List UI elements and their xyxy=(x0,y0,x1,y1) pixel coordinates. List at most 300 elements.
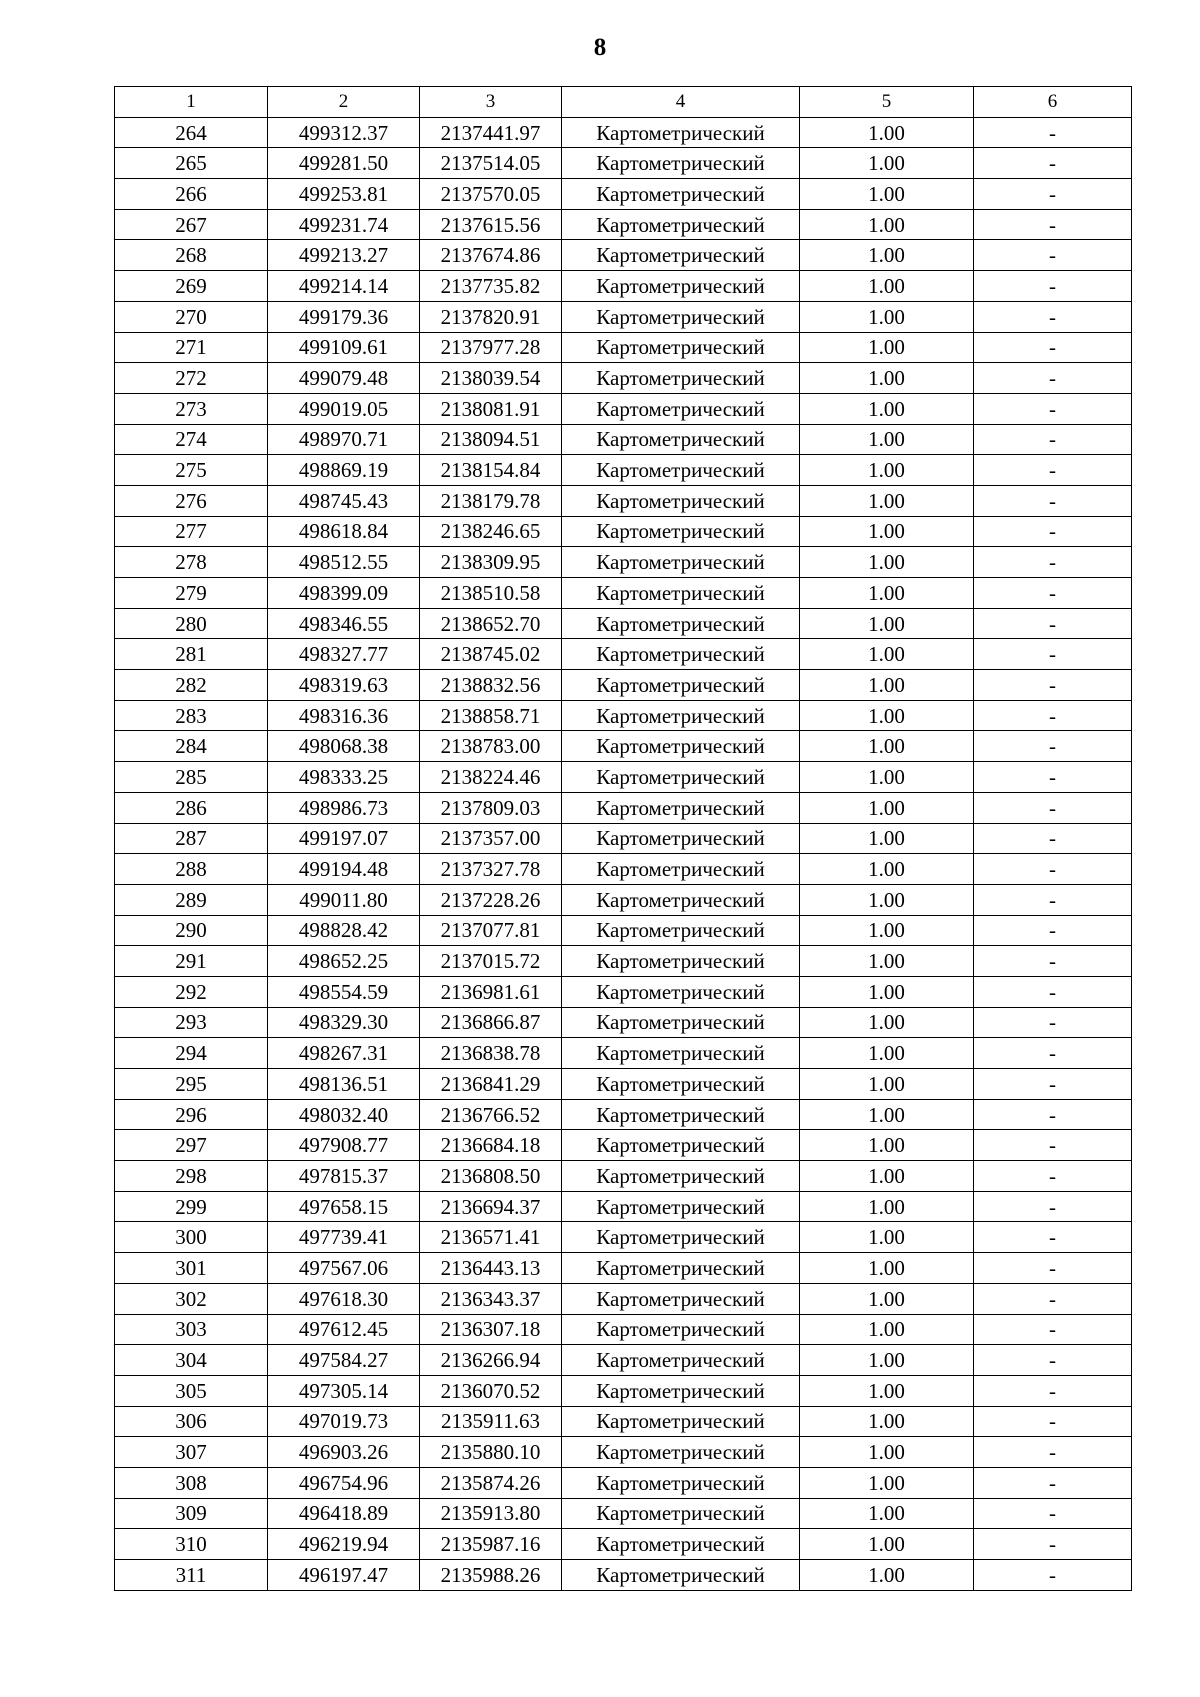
x-coordinate-cell: 496418.89 xyxy=(268,1498,420,1529)
method-cell: Картометрический xyxy=(562,424,800,455)
point-number-cell: 307 xyxy=(115,1437,268,1468)
table-row xyxy=(115,1560,1132,1591)
x-coordinate-cell: 499253.81 xyxy=(268,179,420,210)
accuracy-cell: 1.00 xyxy=(800,1099,974,1130)
y-coordinate-cell: 2135913.80 xyxy=(420,1498,562,1529)
accuracy-cell: 1.00 xyxy=(800,700,974,731)
accuracy-cell: 1.00 xyxy=(800,1253,974,1284)
description-cell: - xyxy=(974,1222,1132,1253)
accuracy-cell: 1.00 xyxy=(800,332,974,363)
y-coordinate-cell: 2137674.86 xyxy=(420,240,562,271)
y-coordinate-cell: 2136841.29 xyxy=(420,1069,562,1100)
description-cell: - xyxy=(974,1406,1132,1437)
point-number-cell: 310 xyxy=(115,1529,268,1560)
y-coordinate-cell: 2136981.61 xyxy=(420,976,562,1007)
table-row xyxy=(115,1283,1132,1314)
description-cell: - xyxy=(974,1529,1132,1560)
point-number-cell: 296 xyxy=(115,1099,268,1130)
description-cell: - xyxy=(974,731,1132,762)
description-cell: - xyxy=(974,117,1132,148)
y-coordinate-cell: 2137327.78 xyxy=(420,854,562,885)
x-coordinate-cell: 498346.55 xyxy=(268,608,420,639)
method-cell: Картометрический xyxy=(562,485,800,516)
y-coordinate-cell: 2137514.05 xyxy=(420,148,562,179)
table-row xyxy=(115,455,1132,486)
y-coordinate-cell: 2135874.26 xyxy=(420,1467,562,1498)
column-header: 2 xyxy=(268,87,420,118)
x-coordinate-cell: 498319.63 xyxy=(268,670,420,701)
x-coordinate-cell: 498333.25 xyxy=(268,762,420,793)
method-cell: Картометрический xyxy=(562,915,800,946)
point-number-cell: 267 xyxy=(115,209,268,240)
method-cell: Картометрический xyxy=(562,1130,800,1161)
table-row xyxy=(115,363,1132,394)
y-coordinate-cell: 2137570.05 xyxy=(420,179,562,210)
y-coordinate-cell: 2138858.71 xyxy=(420,700,562,731)
x-coordinate-cell: 499281.50 xyxy=(268,148,420,179)
description-cell: - xyxy=(974,976,1132,1007)
method-cell: Картометрический xyxy=(562,854,800,885)
description-cell: - xyxy=(974,1283,1132,1314)
table-row xyxy=(115,762,1132,793)
description-cell: - xyxy=(974,424,1132,455)
point-number-cell: 281 xyxy=(115,639,268,670)
x-coordinate-cell: 496754.96 xyxy=(268,1467,420,1498)
method-cell: Картометрический xyxy=(562,1038,800,1069)
point-number-cell: 266 xyxy=(115,179,268,210)
column-header: 6 xyxy=(974,87,1132,118)
accuracy-cell: 1.00 xyxy=(800,1467,974,1498)
point-number-cell: 276 xyxy=(115,485,268,516)
description-cell: - xyxy=(974,915,1132,946)
method-cell: Картометрический xyxy=(562,1406,800,1437)
y-coordinate-cell: 2136343.37 xyxy=(420,1283,562,1314)
y-coordinate-cell: 2137977.28 xyxy=(420,332,562,363)
y-coordinate-cell: 2136684.18 xyxy=(420,1130,562,1161)
method-cell: Картометрический xyxy=(562,1375,800,1406)
method-cell: Картометрический xyxy=(562,117,800,148)
y-coordinate-cell: 2136866.87 xyxy=(420,1007,562,1038)
method-cell: Картометрический xyxy=(562,1345,800,1376)
point-number-cell: 284 xyxy=(115,731,268,762)
y-coordinate-cell: 2136766.52 xyxy=(420,1099,562,1130)
point-number-cell: 290 xyxy=(115,915,268,946)
accuracy-cell: 1.00 xyxy=(800,1437,974,1468)
method-cell: Картометрический xyxy=(562,332,800,363)
table-row xyxy=(115,1437,1132,1468)
description-cell: - xyxy=(974,700,1132,731)
point-number-cell: 298 xyxy=(115,1161,268,1192)
y-coordinate-cell: 2136266.94 xyxy=(420,1345,562,1376)
y-coordinate-cell: 2137228.26 xyxy=(420,884,562,915)
accuracy-cell: 1.00 xyxy=(800,1161,974,1192)
y-coordinate-cell: 2137809.03 xyxy=(420,792,562,823)
x-coordinate-cell: 496219.94 xyxy=(268,1529,420,1560)
accuracy-cell: 1.00 xyxy=(800,1222,974,1253)
table-row xyxy=(115,301,1132,332)
point-number-cell: 278 xyxy=(115,547,268,578)
y-coordinate-cell: 2138224.46 xyxy=(420,762,562,793)
table-row xyxy=(115,578,1132,609)
point-number-cell: 288 xyxy=(115,854,268,885)
table-row xyxy=(115,1498,1132,1529)
accuracy-cell: 1.00 xyxy=(800,485,974,516)
method-cell: Картометрический xyxy=(562,792,800,823)
table-row xyxy=(115,1529,1132,1560)
point-number-cell: 300 xyxy=(115,1222,268,1253)
method-cell: Картометрический xyxy=(562,608,800,639)
y-coordinate-cell: 2136694.37 xyxy=(420,1191,562,1222)
description-cell: - xyxy=(974,854,1132,885)
accuracy-cell: 1.00 xyxy=(800,424,974,455)
point-number-cell: 285 xyxy=(115,762,268,793)
table-row xyxy=(115,639,1132,670)
x-coordinate-cell: 497908.77 xyxy=(268,1130,420,1161)
x-coordinate-cell: 497618.30 xyxy=(268,1283,420,1314)
accuracy-cell: 1.00 xyxy=(800,915,974,946)
table-row xyxy=(115,209,1132,240)
accuracy-cell: 1.00 xyxy=(800,670,974,701)
table-row xyxy=(115,393,1132,424)
table-row xyxy=(115,1253,1132,1284)
accuracy-cell: 1.00 xyxy=(800,1345,974,1376)
method-cell: Картометрический xyxy=(562,179,800,210)
table-row xyxy=(115,1007,1132,1038)
table-row xyxy=(115,854,1132,885)
table-row xyxy=(115,148,1132,179)
point-number-cell: 273 xyxy=(115,393,268,424)
x-coordinate-cell: 497815.37 xyxy=(268,1161,420,1192)
y-coordinate-cell: 2138081.91 xyxy=(420,393,562,424)
point-number-cell: 295 xyxy=(115,1069,268,1100)
description-cell: - xyxy=(974,148,1132,179)
table-row xyxy=(115,1191,1132,1222)
method-cell: Картометрический xyxy=(562,762,800,793)
point-number-cell: 294 xyxy=(115,1038,268,1069)
method-cell: Картометрический xyxy=(562,393,800,424)
x-coordinate-cell: 498512.55 xyxy=(268,547,420,578)
point-number-cell: 292 xyxy=(115,976,268,1007)
table-row xyxy=(115,1467,1132,1498)
table-row xyxy=(115,271,1132,302)
description-cell: - xyxy=(974,1253,1132,1284)
method-cell: Картометрический xyxy=(562,946,800,977)
method-cell: Картометрический xyxy=(562,639,800,670)
x-coordinate-cell: 497305.14 xyxy=(268,1375,420,1406)
point-number-cell: 283 xyxy=(115,700,268,731)
method-cell: Картометрический xyxy=(562,148,800,179)
y-coordinate-cell: 2138652.70 xyxy=(420,608,562,639)
description-cell: - xyxy=(974,1007,1132,1038)
point-number-cell: 304 xyxy=(115,1345,268,1376)
x-coordinate-cell: 496903.26 xyxy=(268,1437,420,1468)
accuracy-cell: 1.00 xyxy=(800,854,974,885)
table-row xyxy=(115,670,1132,701)
y-coordinate-cell: 2137820.91 xyxy=(420,301,562,332)
y-coordinate-cell: 2138039.54 xyxy=(420,363,562,394)
description-cell: - xyxy=(974,1038,1132,1069)
description-cell: - xyxy=(974,823,1132,854)
y-coordinate-cell: 2137735.82 xyxy=(420,271,562,302)
y-coordinate-cell: 2138094.51 xyxy=(420,424,562,455)
accuracy-cell: 1.00 xyxy=(800,1406,974,1437)
x-coordinate-cell: 499194.48 xyxy=(268,854,420,885)
accuracy-cell: 1.00 xyxy=(800,731,974,762)
x-coordinate-cell: 497739.41 xyxy=(268,1222,420,1253)
accuracy-cell: 1.00 xyxy=(800,209,974,240)
method-cell: Картометрический xyxy=(562,884,800,915)
description-cell: - xyxy=(974,1099,1132,1130)
column-header: 5 xyxy=(800,87,974,118)
table-row xyxy=(115,608,1132,639)
description-cell: - xyxy=(974,271,1132,302)
y-coordinate-cell: 2138154.84 xyxy=(420,455,562,486)
table-body xyxy=(115,117,1132,1590)
column-header: 4 xyxy=(562,87,800,118)
point-number-cell: 306 xyxy=(115,1406,268,1437)
accuracy-cell: 1.00 xyxy=(800,455,974,486)
point-number-cell: 303 xyxy=(115,1314,268,1345)
description-cell: - xyxy=(974,1375,1132,1406)
coordinates-table xyxy=(114,86,1132,1591)
accuracy-cell: 1.00 xyxy=(800,1375,974,1406)
accuracy-cell: 1.00 xyxy=(800,1191,974,1222)
accuracy-cell: 1.00 xyxy=(800,1314,974,1345)
table-row xyxy=(115,1375,1132,1406)
description-cell: - xyxy=(974,485,1132,516)
x-coordinate-cell: 499213.27 xyxy=(268,240,420,271)
x-coordinate-cell: 498970.71 xyxy=(268,424,420,455)
x-coordinate-cell: 499197.07 xyxy=(268,823,420,854)
method-cell: Картометрический xyxy=(562,516,800,547)
method-cell: Картометрический xyxy=(562,1314,800,1345)
x-coordinate-cell: 497612.45 xyxy=(268,1314,420,1345)
accuracy-cell: 1.00 xyxy=(800,393,974,424)
method-cell: Картометрический xyxy=(562,1283,800,1314)
description-cell: - xyxy=(974,1191,1132,1222)
description-cell: - xyxy=(974,240,1132,271)
method-cell: Картометрический xyxy=(562,1069,800,1100)
table-header-row xyxy=(115,87,1132,118)
table-row xyxy=(115,240,1132,271)
accuracy-cell: 1.00 xyxy=(800,240,974,271)
x-coordinate-cell: 499079.48 xyxy=(268,363,420,394)
y-coordinate-cell: 2136838.78 xyxy=(420,1038,562,1069)
point-number-cell: 308 xyxy=(115,1467,268,1498)
x-coordinate-cell: 497584.27 xyxy=(268,1345,420,1376)
description-cell: - xyxy=(974,1130,1132,1161)
table-row xyxy=(115,976,1132,1007)
table-row xyxy=(115,946,1132,977)
y-coordinate-cell: 2138246.65 xyxy=(420,516,562,547)
description-cell: - xyxy=(974,1314,1132,1345)
accuracy-cell: 1.00 xyxy=(800,762,974,793)
x-coordinate-cell: 499312.37 xyxy=(268,117,420,148)
point-number-cell: 269 xyxy=(115,271,268,302)
x-coordinate-cell: 498869.19 xyxy=(268,455,420,486)
description-cell: - xyxy=(974,884,1132,915)
table-row xyxy=(115,1161,1132,1192)
x-coordinate-cell: 498267.31 xyxy=(268,1038,420,1069)
x-coordinate-cell: 497567.06 xyxy=(268,1253,420,1284)
table-row xyxy=(115,179,1132,210)
description-cell: - xyxy=(974,332,1132,363)
description-cell: - xyxy=(974,363,1132,394)
method-cell: Картометрический xyxy=(562,976,800,1007)
x-coordinate-cell: 499109.61 xyxy=(268,332,420,363)
method-cell: Картометрический xyxy=(562,271,800,302)
y-coordinate-cell: 2137615.56 xyxy=(420,209,562,240)
x-coordinate-cell: 499214.14 xyxy=(268,271,420,302)
accuracy-cell: 1.00 xyxy=(800,516,974,547)
y-coordinate-cell: 2135987.16 xyxy=(420,1529,562,1560)
accuracy-cell: 1.00 xyxy=(800,1560,974,1591)
x-coordinate-cell: 498316.36 xyxy=(268,700,420,731)
description-cell: - xyxy=(974,639,1132,670)
y-coordinate-cell: 2138179.78 xyxy=(420,485,562,516)
method-cell: Картометрический xyxy=(562,1467,800,1498)
point-number-cell: 286 xyxy=(115,792,268,823)
point-number-cell: 270 xyxy=(115,301,268,332)
method-cell: Картометрический xyxy=(562,1560,800,1591)
method-cell: Картометрический xyxy=(562,1437,800,1468)
method-cell: Картометрический xyxy=(562,1099,800,1130)
description-cell: - xyxy=(974,516,1132,547)
accuracy-cell: 1.00 xyxy=(800,1007,974,1038)
x-coordinate-cell: 498986.73 xyxy=(268,792,420,823)
x-coordinate-cell: 499011.80 xyxy=(268,884,420,915)
description-cell: - xyxy=(974,301,1132,332)
y-coordinate-cell: 2138309.95 xyxy=(420,547,562,578)
table-row xyxy=(115,1038,1132,1069)
description-cell: - xyxy=(974,578,1132,609)
method-cell: Картометрический xyxy=(562,455,800,486)
description-cell: - xyxy=(974,1498,1132,1529)
point-number-cell: 299 xyxy=(115,1191,268,1222)
accuracy-cell: 1.00 xyxy=(800,608,974,639)
y-coordinate-cell: 2137077.81 xyxy=(420,915,562,946)
y-coordinate-cell: 2138745.02 xyxy=(420,639,562,670)
x-coordinate-cell: 498327.77 xyxy=(268,639,420,670)
method-cell: Картометрический xyxy=(562,823,800,854)
table-row xyxy=(115,485,1132,516)
column-header: 1 xyxy=(115,87,268,118)
x-coordinate-cell: 498399.09 xyxy=(268,578,420,609)
table-row xyxy=(115,516,1132,547)
table-row xyxy=(115,1345,1132,1376)
method-cell: Картометрический xyxy=(562,1161,800,1192)
x-coordinate-cell: 499231.74 xyxy=(268,209,420,240)
method-cell: Картометрический xyxy=(562,1529,800,1560)
x-coordinate-cell: 498745.43 xyxy=(268,485,420,516)
y-coordinate-cell: 2136070.52 xyxy=(420,1375,562,1406)
x-coordinate-cell: 498032.40 xyxy=(268,1099,420,1130)
table-row xyxy=(115,1222,1132,1253)
method-cell: Картометрический xyxy=(562,700,800,731)
accuracy-cell: 1.00 xyxy=(800,301,974,332)
y-coordinate-cell: 2138832.56 xyxy=(420,670,562,701)
y-coordinate-cell: 2136808.50 xyxy=(420,1161,562,1192)
description-cell: - xyxy=(974,762,1132,793)
description-cell: - xyxy=(974,209,1132,240)
method-cell: Картометрический xyxy=(562,1007,800,1038)
description-cell: - xyxy=(974,792,1132,823)
point-number-cell: 289 xyxy=(115,884,268,915)
description-cell: - xyxy=(974,1437,1132,1468)
method-cell: Картометрический xyxy=(562,1253,800,1284)
point-number-cell: 311 xyxy=(115,1560,268,1591)
y-coordinate-cell: 2136443.13 xyxy=(420,1253,562,1284)
x-coordinate-cell: 498618.84 xyxy=(268,516,420,547)
table-row xyxy=(115,332,1132,363)
accuracy-cell: 1.00 xyxy=(800,1529,974,1560)
method-cell: Картометрический xyxy=(562,731,800,762)
y-coordinate-cell: 2137441.97 xyxy=(420,117,562,148)
point-number-cell: 302 xyxy=(115,1283,268,1314)
method-cell: Картометрический xyxy=(562,670,800,701)
point-number-cell: 279 xyxy=(115,578,268,609)
table-row xyxy=(115,1406,1132,1437)
accuracy-cell: 1.00 xyxy=(800,271,974,302)
point-number-cell: 309 xyxy=(115,1498,268,1529)
description-cell: - xyxy=(974,1069,1132,1100)
method-cell: Картометрический xyxy=(562,209,800,240)
table-row xyxy=(115,1099,1132,1130)
accuracy-cell: 1.00 xyxy=(800,823,974,854)
point-number-cell: 282 xyxy=(115,670,268,701)
method-cell: Картометрический xyxy=(562,578,800,609)
point-number-cell: 271 xyxy=(115,332,268,363)
accuracy-cell: 1.00 xyxy=(800,1069,974,1100)
accuracy-cell: 1.00 xyxy=(800,1283,974,1314)
x-coordinate-cell: 499179.36 xyxy=(268,301,420,332)
table-row xyxy=(115,731,1132,762)
table-row xyxy=(115,1314,1132,1345)
x-coordinate-cell: 499019.05 xyxy=(268,393,420,424)
accuracy-cell: 1.00 xyxy=(800,792,974,823)
description-cell: - xyxy=(974,455,1132,486)
y-coordinate-cell: 2138783.00 xyxy=(420,731,562,762)
table-row xyxy=(115,915,1132,946)
accuracy-cell: 1.00 xyxy=(800,639,974,670)
point-number-cell: 287 xyxy=(115,823,268,854)
y-coordinate-cell: 2135988.26 xyxy=(420,1560,562,1591)
accuracy-cell: 1.00 xyxy=(800,976,974,1007)
point-number-cell: 272 xyxy=(115,363,268,394)
y-coordinate-cell: 2135911.63 xyxy=(420,1406,562,1437)
table-row xyxy=(115,1069,1132,1100)
description-cell: - xyxy=(974,608,1132,639)
x-coordinate-cell: 496197.47 xyxy=(268,1560,420,1591)
method-cell: Картометрический xyxy=(562,1498,800,1529)
method-cell: Картометрический xyxy=(562,363,800,394)
method-cell: Картометрический xyxy=(562,1222,800,1253)
point-number-cell: 274 xyxy=(115,424,268,455)
x-coordinate-cell: 497019.73 xyxy=(268,1406,420,1437)
description-cell: - xyxy=(974,547,1132,578)
y-coordinate-cell: 2135880.10 xyxy=(420,1437,562,1468)
point-number-cell: 297 xyxy=(115,1130,268,1161)
accuracy-cell: 1.00 xyxy=(800,884,974,915)
point-number-cell: 305 xyxy=(115,1375,268,1406)
method-cell: Картометрический xyxy=(562,1191,800,1222)
method-cell: Картометрический xyxy=(562,301,800,332)
x-coordinate-cell: 498554.59 xyxy=(268,976,420,1007)
accuracy-cell: 1.00 xyxy=(800,578,974,609)
accuracy-cell: 1.00 xyxy=(800,363,974,394)
accuracy-cell: 1.00 xyxy=(800,117,974,148)
description-cell: - xyxy=(974,393,1132,424)
